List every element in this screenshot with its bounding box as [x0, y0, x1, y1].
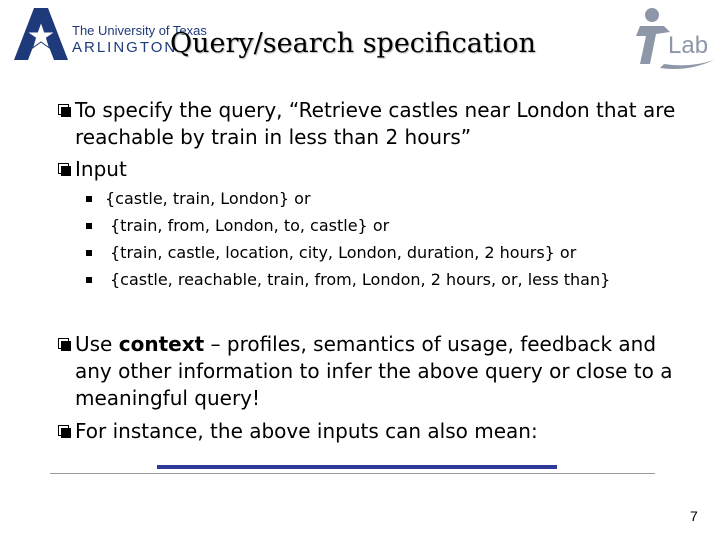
uta-a-star-icon: [10, 6, 72, 64]
bullet-for-instance: [58, 418, 678, 445]
checkbox-bullet-icon: [58, 163, 71, 176]
accent-bar: [157, 465, 557, 469]
square-bullet-icon: [86, 196, 92, 202]
logo-line-2: ARLINGTON: [72, 39, 178, 56]
checkbox-bullet-icon: [58, 338, 71, 351]
square-bullet-icon: [86, 250, 92, 256]
bullet-query-example: [58, 97, 678, 151]
university-logo: [10, 6, 207, 64]
input-text: {train, castle, location, city, London, duration, 2 hours} or: [110, 243, 577, 262]
bullet-text: Input: [75, 157, 127, 181]
ilab-logo: [630, 6, 716, 72]
text-suffix: – profiles, semantics of usage, feedback and any other information to infer the above query or close to a meaningful query!: [75, 332, 673, 410]
checkbox-bullet-icon: [58, 104, 71, 117]
divider-line: [50, 473, 655, 474]
input-text: {train, from, London, to, castle} or: [110, 216, 390, 235]
checkbox-bullet-icon: [58, 425, 71, 438]
bullet-text: For instance, the above inputs can also mean:: [75, 419, 538, 443]
context-keyword: context: [118, 332, 205, 356]
bullet-use-context: [58, 331, 678, 412]
text-prefix: Use: [75, 332, 119, 356]
ilab-logo-text: Lab: [668, 32, 709, 59]
square-bullet-icon: [86, 277, 92, 283]
page-number: 7: [690, 508, 698, 524]
bullet-text: [58, 331, 678, 412]
input-text: {castle, train, London} or: [105, 189, 311, 208]
logo-line-1: The University of Texas: [72, 23, 207, 38]
slide-title: Query/search specification: [170, 28, 536, 59]
input-text: {castle, reachable, train, from, London, 2 hours, or, less than}: [110, 270, 611, 289]
bullet-text: To specify the query, “Retrieve castles near London that are reachable by train in less than 2 hours”: [75, 98, 676, 149]
bullet-input: [58, 156, 678, 183]
square-bullet-icon: [86, 223, 92, 229]
